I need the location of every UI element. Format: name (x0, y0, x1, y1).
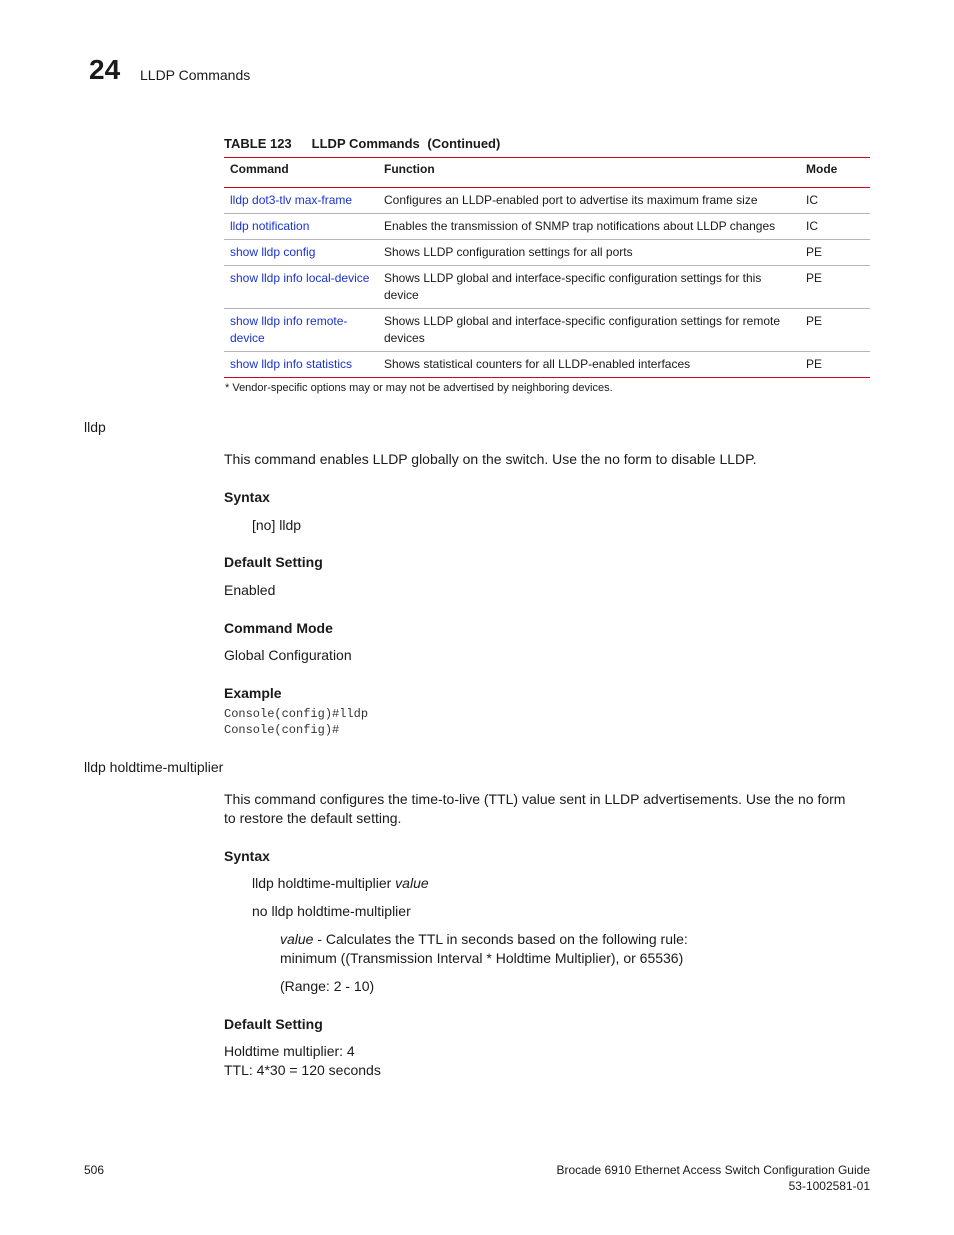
default-setting-heading: Default Setting (224, 554, 323, 570)
page-number: 506 (84, 1163, 105, 1177)
holdtime-no-syntax: no lldp holdtime-multiplier (252, 903, 411, 919)
function-cell: Shows LLDP global and interface-specific configuration settings for this device (378, 266, 800, 309)
no-keyword: no (604, 451, 620, 467)
example-heading: Example (224, 685, 282, 701)
command-link[interactable]: lldp dot3-tlv max-frame (224, 188, 378, 214)
lldp-syntax (252, 516, 301, 535)
chapter-number: 24 (89, 54, 121, 85)
no-keyword: no (255, 517, 272, 533)
command-link[interactable]: show lldp info local-device (224, 266, 378, 309)
mode-cell: PE (800, 266, 870, 309)
chapter-title: LLDP Commands (140, 67, 251, 83)
holdtime-syntax (252, 874, 429, 893)
syntax-command: ] lldp (271, 517, 302, 533)
mode-cell: IC (800, 214, 870, 240)
table-row (224, 188, 870, 214)
no-keyword: no (797, 791, 814, 807)
column-header-command: Command (224, 158, 378, 188)
example-line: Console(config)# (224, 723, 340, 737)
command-link[interactable]: lldp notification (224, 214, 378, 240)
table-row (224, 309, 870, 352)
table-row (224, 352, 870, 378)
column-header-mode: Mode (800, 158, 870, 188)
example-line: Console(config)#lldp (224, 707, 369, 721)
table-caption (224, 135, 500, 153)
default-setting-value: Holdtime multiplier: 4 (224, 1043, 355, 1059)
guide-title: Brocade 6910 Ethernet Access Switch Configuration Guide (556, 1163, 870, 1177)
function-cell: Shows LLDP configuration settings for all ports (378, 240, 800, 266)
table-title: LLDP Commands (311, 136, 420, 151)
holdtime-description-line1 (224, 790, 845, 809)
table-row (224, 214, 870, 240)
command-link[interactable]: show lldp info remote-device (224, 309, 378, 352)
default-setting-value: TTL: 4*30 = 120 seconds (224, 1062, 381, 1078)
syntax-bracket: [ (252, 517, 256, 533)
holdtime-description-line2: to restore the default setting. (224, 810, 402, 826)
parameter-rule: minimum ((Transmission Interval * Holdtime Multiplier), or 65536) (280, 950, 684, 966)
mode-cell: PE (800, 309, 870, 352)
table-header-row (224, 158, 870, 188)
syntax-heading: Syntax (224, 848, 270, 864)
document-number: 53-1002581-01 (788, 1179, 870, 1193)
mode-cell: PE (800, 352, 870, 378)
lldp-commands-table (224, 157, 870, 378)
command-link[interactable]: show lldp info statistics (224, 352, 378, 378)
table-row (224, 266, 870, 309)
table-number: TABLE 123 (224, 136, 292, 151)
section-heading-lldp: lldp (84, 419, 106, 435)
function-cell: Shows statistical counters for all LLDP-enabled interfaces (378, 352, 800, 378)
syntax-command: lldp holdtime-multiplier (252, 875, 392, 891)
lldp-description (224, 450, 757, 469)
function-cell: Configures an LLDP-enabled port to advertise its maximum frame size (378, 188, 800, 214)
command-mode-value: Global Configuration (224, 647, 352, 663)
default-setting-heading: Default Setting (224, 1016, 323, 1032)
desc-text: form (813, 791, 846, 807)
mode-cell: IC (800, 188, 870, 214)
function-cell: Enables the transmission of SNMP trap notifications about LLDP changes (378, 214, 800, 240)
parameter-text: - Calculates the TTL in seconds based on the following rule: (313, 931, 688, 947)
syntax-argument: value (395, 875, 429, 891)
function-cell: Shows LLDP global and interface-specific configuration settings for remote devices (378, 309, 800, 352)
default-setting-value: Enabled (224, 582, 276, 598)
command-mode-heading: Command Mode (224, 620, 333, 636)
column-header-function: Function (378, 158, 800, 188)
desc-text: This command configures the time-to-live (TTL) value sent in LLDP advertisements. Use the (224, 791, 798, 807)
section-heading-holdtime: lldp holdtime-multiplier (84, 759, 224, 775)
parameter-description (280, 930, 688, 949)
parameter-range: (Range: 2 - 10) (280, 978, 375, 994)
command-link[interactable]: show lldp config (224, 240, 378, 266)
table-continued: (Continued) (427, 136, 501, 151)
desc-text: This command enables LLDP globally on the switch. Use the (224, 451, 605, 467)
table-row (224, 240, 870, 266)
parameter-name: value (280, 931, 314, 947)
desc-text: form to disable LLDP. (619, 451, 757, 467)
mode-cell: PE (800, 240, 870, 266)
syntax-heading: Syntax (224, 489, 270, 505)
table-footnote: * Vendor-specific options may or may not be advertised by neighboring devices. (225, 382, 613, 394)
